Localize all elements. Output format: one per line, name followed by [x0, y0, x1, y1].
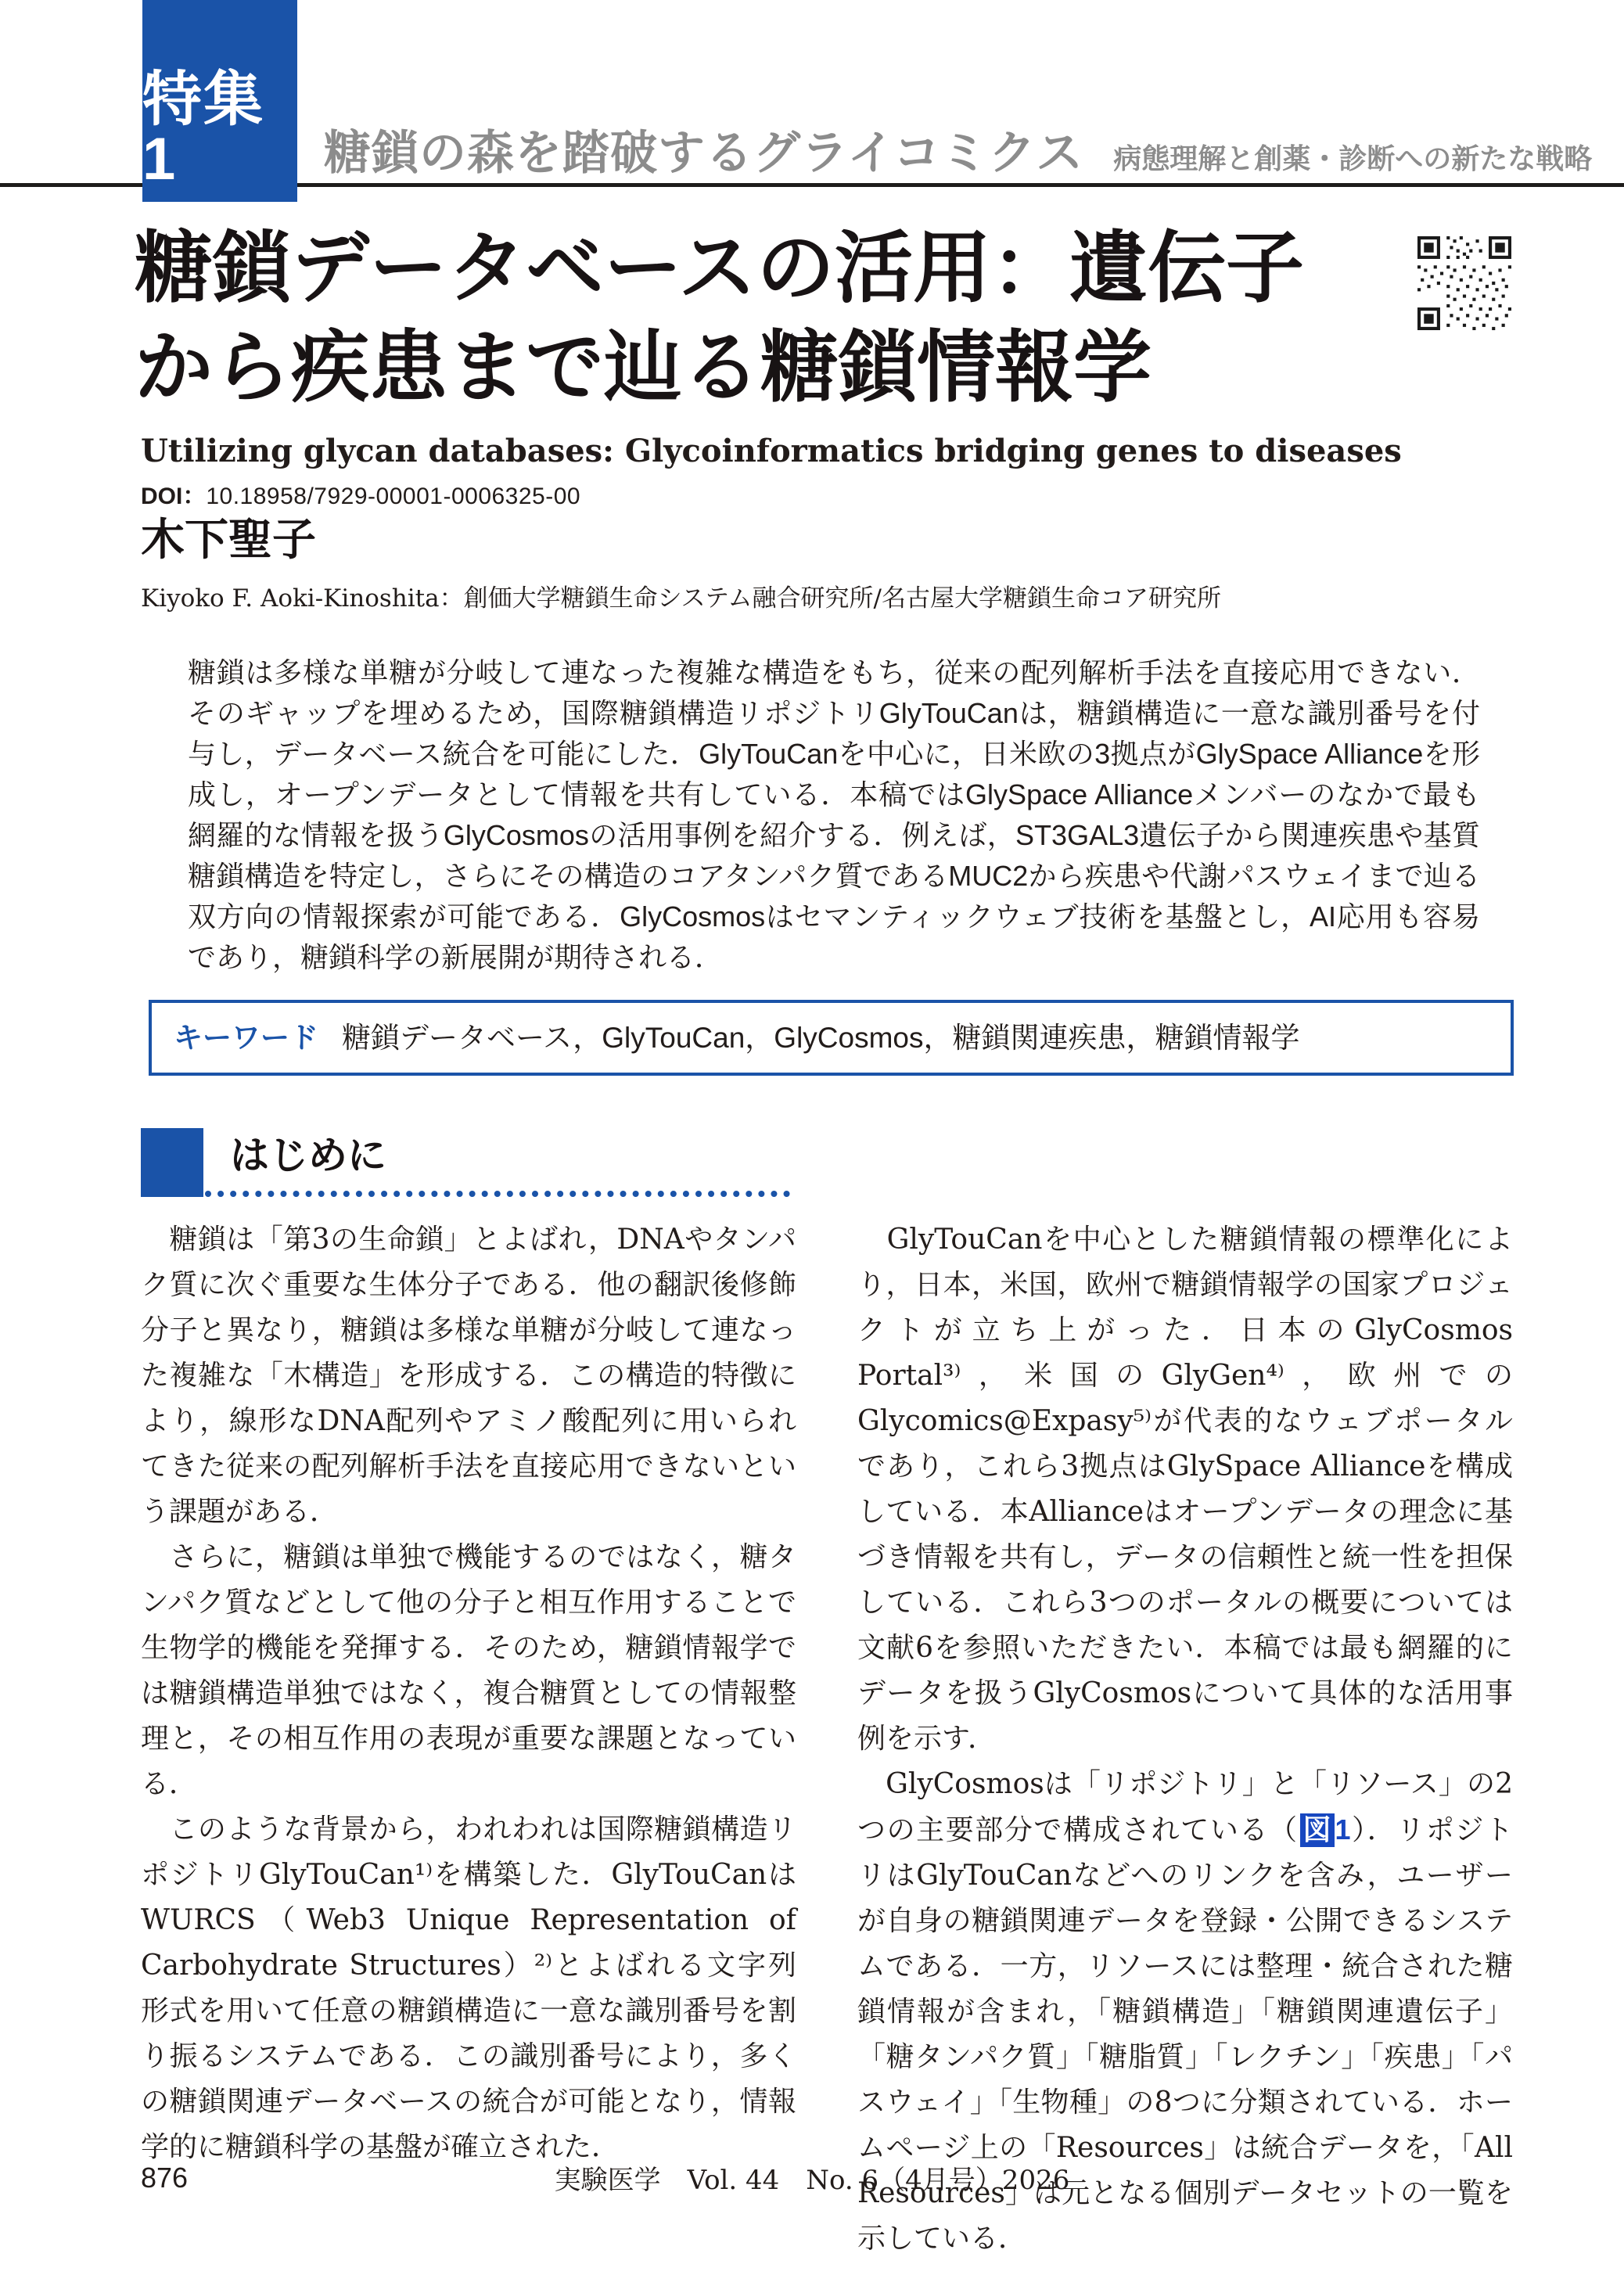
- doi-value: 10.18958/7929-00001-0006325-00: [206, 483, 581, 509]
- journal-footer: 実験医学 Vol. 44 No. 6（4月号）2026: [554, 2165, 1070, 2196]
- doi-label: DOI：: [141, 483, 207, 509]
- feature-badge-label: 特集1: [142, 66, 264, 192]
- article-title-line2: から疾患まで辿る糖鎖情報学: [135, 324, 1152, 412]
- qr-code-icon: [1417, 236, 1511, 330]
- series-title: 糖鎖の森を踏破するグライコミクス: [324, 127, 1084, 179]
- body-column-right: [857, 1217, 1513, 2262]
- article-title-line1: 糖鎖データベースの活用：遺伝子: [135, 225, 1304, 312]
- figure-ref-box: 図: [1300, 1813, 1335, 1847]
- body-column-left: [141, 1217, 796, 2262]
- section-title-intro: はじめに: [230, 1134, 386, 1177]
- paragraph: 糖鎖は「第3の生命鎖」とよばれ，DNAやタンパク質に次ぐ重要な生体分子である．他の翻訳後修飾分子と異なり，糖鎖は多様な単糖が分岐して連なった複雑な「木構造」を形成する．この構造的特徴により，線形なDNA配列やアミノ酸配列に用いられてきた従来の配列解析手法を直接応用できないという課題がある．: [141, 1224, 796, 1528]
- figure-ref-number: 1: [1335, 1813, 1351, 1846]
- keyword-label: キーワード: [174, 1022, 318, 1054]
- paragraph: GlyTouCanを中心とした糖鎖情報の標準化により，日本，米国，欧州で糖鎖情報学の国家プロジェクトが立ち上がった．日本のGlyCosmos Portal³⁾，米国のGlyGen⁴⁾，欧州でのGlycomics@Expasy⁵⁾が代表的なウェブポータルであり，これら3拠点はGlySpace Allianceを構成している．本Allianceはオープンデータの理念に基づき情報を共有し，データの信頼性と統一性を担保している．これら3つのポータルの概要については文献6を参照いただきたい．本稿では最も網羅的にデータを扱うGlyCosmosについて具体的な活用事例を示す．: [857, 1224, 1513, 1755]
- author-name: 木下聖子: [141, 515, 316, 564]
- series-subtitle: 病態理解と創薬・診断への新たな戦略: [1113, 142, 1593, 174]
- doi-line: [141, 485, 580, 509]
- author-affiliation: Kiyoko F. Aoki-Kinoshita：創価大学糖鎖生命システム融合研究所/名古屋大学糖鎖生命コア研究所: [141, 584, 1221, 613]
- keyword-list: 糖鎖データベース，GlyTouCan，GlyCosmos，糖鎖関連疾患，糖鎖情報学: [342, 1022, 1300, 1054]
- body-columns: [141, 1217, 1514, 2262]
- article-title: [135, 219, 1304, 418]
- section-dotted-rule: [205, 1191, 790, 1197]
- paragraph: さらに，糖鎖は単独で機能するのではなく，糖タンパク質などとして他の分子と相互作用することで生物学的機能を発揮する．そのため，糖鎖情報学では糖鎖構造単独ではなく，複合糖質としての情報整理と，その相互作用の表現が重要な課題となっている．: [141, 1541, 796, 1800]
- abstract-text: 糖鎖は多様な単糖が分岐して連なった複雑な構造をもち，従来の配列解析手法を直接応用できない．そのギャップを埋めるため，国際糖鎖構造リポジトリGlyTouCanは，糖鎖構造に一意な識別番号を付与し，データベース統合を可能にした．GlyTouCanを中心に，日米欧の3拠点がGlySpace Allianceを形成し，オープンデータとして情報を共有している．本稿ではGlySpace Allianceメンバーのなかで最も網羅的な情報を扱うGlyCosmosの活用事例を紹介する．例えば，ST3GAL3遺伝子から関連疾患や基質糖鎖構造を特定し，さらにその構造のコアタンパク質であるMUC2から疾患や代謝パスウェイまで辿る双方向の情報探索が可能である．GlyCosmosはセマンティックウェブ技術を基盤とし，AI応用も容易であり，糖鎖科学の新展開が期待される．: [188, 656, 1480, 973]
- article-title-english: Utilizing glycan databases: Glycoinformatics bridging genes to diseases: [141, 433, 1402, 469]
- paragraph-text: ）．リポジトリはGlyTouCanなどへのリンクを含み，ユーザーが自身の糖鎖関連データを登録・公開できるシステムである．一方，リソースには整理・統合された糖鎖情報が含まれ，「糖鎖構造」「糖鎖関連遺伝子」「糖タンパク質」「糖脂質」「レクチン」「疾患」「パスウェイ」「生物種」の8つに分類されている．ホームページ上の「Resources」は統合データを，「All Resources」は元となる個別データセットの一覧を示している．: [857, 1814, 1513, 2255]
- paragraph: このような背景から，われわれは国際糖鎖構造リポジトリGlyTouCan¹⁾を構築した．GlyTouCanはWURCS（Web3 Unique Representation of Carbohydrate Structures）²⁾とよばれる文字列形式を用いて任意の糖鎖構造に一意な識別番号を割り振るシステムである．この識別番号により，多くの糖鎖関連データベースの統合が可能となり，情報学的に糖鎖科学の基盤が確立された．: [141, 1813, 796, 2163]
- page-number: 876: [141, 2162, 189, 2194]
- paragraph-text: GlyCosmosは「リポジトリ」と「リソース」の2つの主要部分で構成されている（: [857, 1768, 1513, 1846]
- section-marker-square: [141, 1128, 203, 1197]
- feature-badge: [142, 0, 297, 202]
- series-header: [324, 0, 1592, 177]
- keyword-box: [149, 1000, 1514, 1076]
